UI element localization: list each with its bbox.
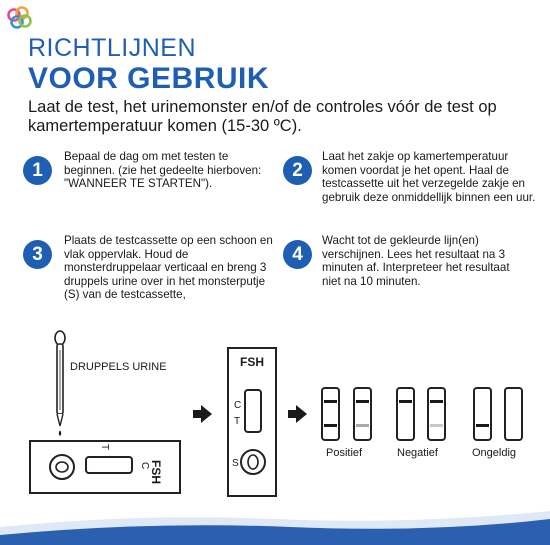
arrow-right-icon [193,405,212,423]
arrow-right-icon [288,405,307,423]
cassette-label-horizontal: FSH [149,460,163,484]
cassette-vertical [228,348,276,496]
mark-t: T [234,416,241,427]
dropper-icon [55,331,65,436]
step-number-badge: 4 [283,240,312,269]
step-text: Plaats de testcassette op een schoon en vlak oppervlak. Houd de monsterdruppelaar verticaal en breng 3 druppels urine over in het monsterputje (S) van de testcassette, [64,234,273,302]
cassette-horizontal [30,441,180,493]
result-label: Negatief [397,447,438,459]
mark-s: S [232,458,239,469]
footer-wave [0,505,550,545]
page-title-line1: RICHTLIJNEN [28,34,197,62]
result-negative [397,388,445,459]
page-title-line2: VOOR GEBRUIK [28,62,270,95]
result-label: Ongeldig [472,447,517,459]
mark-t: T [99,444,110,451]
brand-logo-icon [4,4,36,32]
step-number-badge: 1 [23,156,52,185]
step-number-badge: 3 [23,240,52,269]
step-text: Laat het zakje op kamertemperatuur komen voordat je het opent. Haal de testcassette uit het verzegelde zakje en gebruik deze onmiddellijk binnen een uur. [322,150,536,204]
step-number-badge: 2 [283,156,312,185]
drops-label: DRUPPELS URINE [70,361,167,373]
result-positive [322,388,371,459]
mark-c: C [234,400,242,411]
result-label: Positief [326,447,363,459]
mark-c: C [139,462,150,470]
step-text: Bepaal de dag om met testen te beginnen. (zie het gedeelte hierboven: "WANNEER TE STARTEN"). [64,150,262,191]
result-invalid [472,388,522,459]
intro-text: Laat de test, het urinemonster en/of de controles vóór de test op kamertemperatuur komen (15-30 ºC). [28,98,497,135]
step-text: Wacht tot de gekleurde lijn(en) verschijnen. Lees het resultaat na 3 minuten af. Interpreteer het resultaat niet na 10 minuten. [322,234,510,288]
cassette-label-vertical: FSH [240,355,264,369]
